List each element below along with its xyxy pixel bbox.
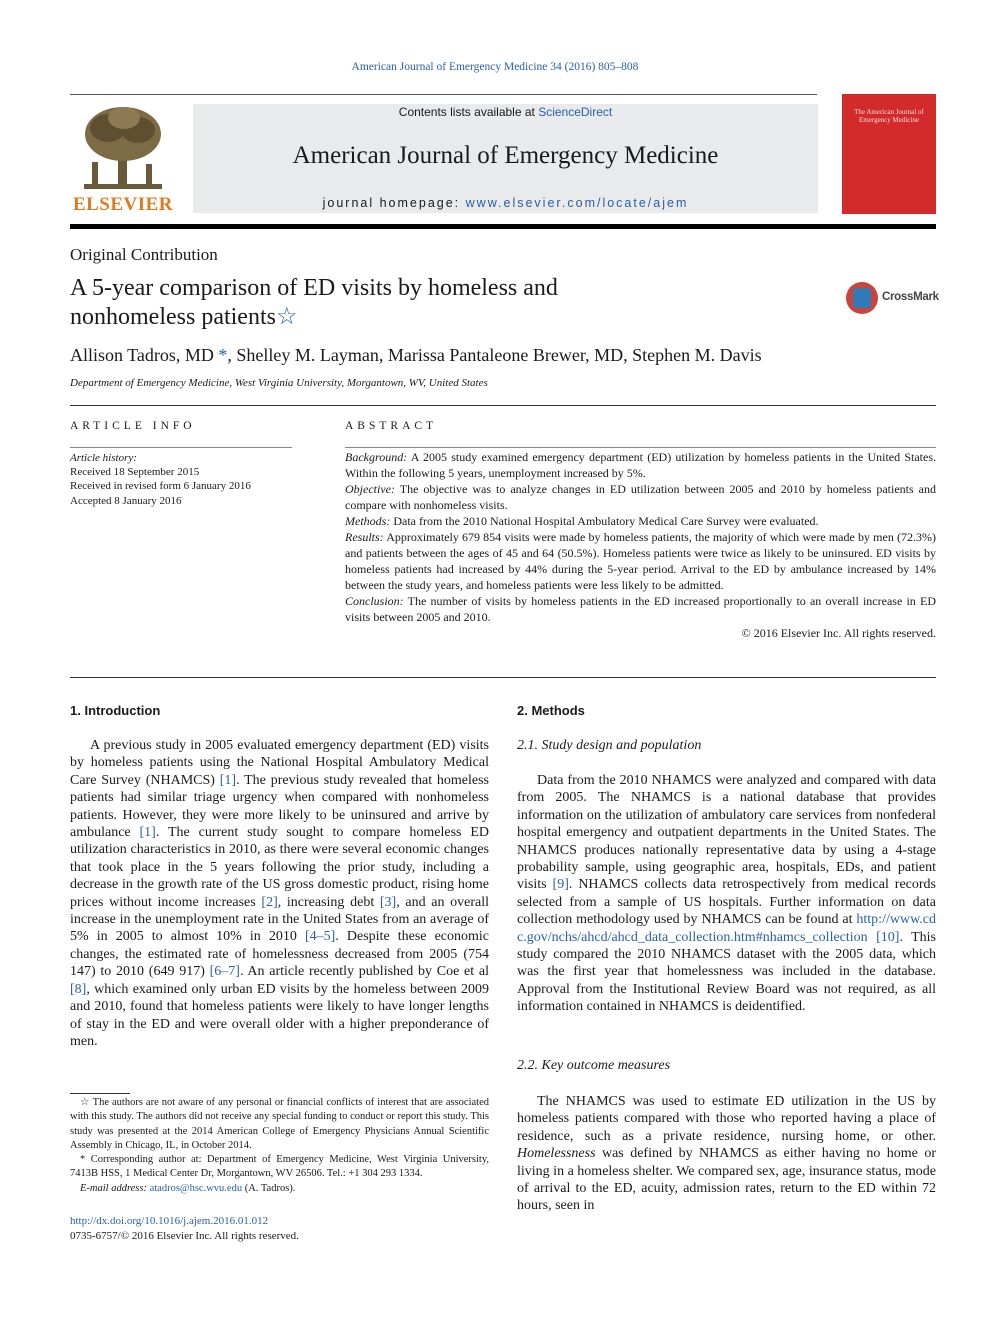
abstract-results: Results: Approximately 679 854 visits were made by homeless patients, the majority of which were made by men (72.3%) and patients between the ages of 45 and 64 (50.5%). Homeless patients were twice as likely to be uninsured. ED visits by homeless patients had increased by 44% during the 5-year period. Arrival to the ED by ambulance increased by 14% between the study years, and homeless patients were less likely to be admitted. xyxy=(345,530,936,592)
cover-title: The American Journal of Emergency Medicine xyxy=(854,108,924,124)
article-history xyxy=(70,451,292,508)
reference-link[interactable]: [4–5] xyxy=(304,929,336,945)
journal-name: American Journal of Emergency Medicine xyxy=(292,142,719,169)
contents-line xyxy=(193,105,818,119)
journal-homepage xyxy=(193,196,818,210)
introduction-paragraph: A previous study in 2005 evaluated emergency department (ED) visits by homeless patients using the National Hospital Ambulatory Medical Care Survey (NHAMCS) [1]. The previous study revealed that homeless patients had similar triage urgency when compared with nonhomeless patients. However, they were more likely to be uninsured and arrive by ambulance [1]. The current study sought to compare homeless ED utilization characteristics in 2010, as there were several economic changes that took place in the 5 years following the prior study, including a decrease in the growth rate of the US gross domestic product, rising home prices without income increases [2], increasing debt [3], and an overall increase in the unemployment rate in the United States from an average of 5% in 2005 to almost 10% in 2010 [4–5]. Despite these economic changes, the estimated rate of homelessness decreased from 2005 (754 147) to 2010 (649 917) [6–7]. An article recently published by Coe et al [8], which examined only urban ED visits by the homeless between 2009 and 2010, found that homeless patients were likely to have longer lengths of stay in the ED and were overall older with a higher preponderance of men. xyxy=(70,738,490,1049)
reference-link[interactable]: [10] xyxy=(876,929,900,945)
reference-link[interactable]: [6–7] xyxy=(209,964,240,980)
abstract-heading: ABSTRACT xyxy=(345,420,438,432)
article-type: Original Contribution xyxy=(70,245,218,264)
corresponding-author-footnote: * Corresponding author at: Department of Emergency Medicine, West Virginia University, 7413B HSS, 1 Medical Center Dr, Morgantown, WV 26506. Tel.: +1 304 293 1334. xyxy=(70,1154,490,1180)
tree-logo-icon xyxy=(70,104,176,192)
reference-link[interactable]: [8] xyxy=(70,981,87,997)
title-footnote-link[interactable]: ☆ xyxy=(275,304,298,330)
abstract-conclusion: Conclusion: The number of visits by homeless patients in the ED increased proportionally to an overall increase in ED visits between 2005 and 2010. xyxy=(345,594,936,624)
article-title xyxy=(70,274,630,332)
author-name[interactable]: Shelley M. Layman xyxy=(236,345,379,365)
abstract-background: Background: A 2005 study examined emergency department (ED) utilization by homeless patients in the United States. Within the following 5 years, unemployment increased by 5%. xyxy=(345,450,937,480)
contents-prefix: Contents lists available at xyxy=(398,105,539,119)
key-outcomes-heading: 2.2. Key outcome measures xyxy=(517,1058,671,1073)
author-name[interactable]: Stephen M. Davis xyxy=(632,345,762,365)
email-footnote: E-mail address: atadros@hsc.wvu.edu (A. Tadros). xyxy=(80,1182,296,1194)
funding-footnote: ☆ The authors are not aware of any personal or financial conflicts of interest that are associated with this study. The authors did not receive any special funding to conduct or report this study. This study was presented at the 2014 American College of Emergency Physicians Annual Scientific Assembly in Chicago, IL, in October 2014. xyxy=(70,1097,489,1151)
study-design-paragraph: Data from the 2010 NHAMCS were analyzed and compared with data from 2005. The NHAMCS is a national database that provides information on the utilization of ambulatory care services from nonfederal hospital emergency and outpatient departments in the United States. The NHAMCS produces nationally representative data by using a 4-stage probability sample, using geographic area, hospitals, EDs, and patient visits [9]. NHAMCS collects data retrospectively from medical records selected from a sample of US hospitals. Further information on data collection methodology used by NHAMCS can be found at http://www.cdc.gov/nchs/ahcd/ahcd_data_collection.htm#nhamcs_collection [10]. This study compared the 2010 NHAMCS dataset with the 2005 data, which was the first year that homelessness was included in the database. Approval from the Institutional Review Board was not required, as all information contained in NHAMCS is deidentified. xyxy=(517,773,937,1015)
abstract-objective: Objective: The objective was to analyze changes in ED utilization between 2005 and 2010 by homeless patients and compare with nonhomeless visits. xyxy=(345,482,936,512)
crossmark-badge[interactable] xyxy=(846,282,939,316)
nhamcs-url-link[interactable]: http://www.cdc.gov/nchs/ahcd/ahcd_data_collection.htm#nhamcs_collection xyxy=(517,912,936,945)
reference-link[interactable]: [1] xyxy=(139,825,156,841)
crossmark-label: CrossMark xyxy=(882,291,939,303)
homepage-prefix: journal homepage: xyxy=(322,196,466,210)
abstract-copyright: © 2016 Elsevier Inc. All rights reserved. xyxy=(741,626,936,640)
journal-masthead xyxy=(193,104,818,213)
doi-link[interactable]: http://dx.doi.org/10.1016/j.ajem.2016.01.012 xyxy=(70,1215,269,1227)
elsevier-logo[interactable] xyxy=(70,104,176,216)
footnote-rule xyxy=(70,1093,130,1094)
introduction-heading: 1. Introduction xyxy=(70,703,161,718)
corresponding-author-link[interactable]: * xyxy=(218,345,228,365)
article-info-heading: ARTICLE INFO xyxy=(70,420,196,432)
section-divider xyxy=(70,677,936,678)
author-name[interactable]: Marissa Pantaleone Brewer, MD xyxy=(387,345,624,365)
abstract-body xyxy=(345,449,936,625)
revised-date: Received in revised form 6 January 2016 xyxy=(70,480,251,493)
footnotes xyxy=(70,1096,489,1196)
journal-cover-thumbnail[interactable] xyxy=(842,94,936,214)
reference-link[interactable]: [9] xyxy=(552,877,569,893)
received-date: Received 18 September 2015 xyxy=(70,466,200,479)
email-link[interactable]: atadros@hsc.wvu.edu xyxy=(149,1182,243,1194)
crossmark-icon xyxy=(846,282,878,314)
author-affiliation: Department of Emergency Medicine, West Virginia University, Morgantown, WV, United States xyxy=(70,377,488,389)
author-list: Allison Tadros, MD *, Shelley M. Layman, Marissa Pantaleone Brewer, MD, Stephen M. Davis xyxy=(70,345,762,365)
author-name[interactable]: Allison Tadros, MD xyxy=(70,345,214,365)
doi-block xyxy=(70,1214,299,1243)
section-divider xyxy=(70,405,936,406)
reference-link[interactable]: [2] xyxy=(261,894,278,910)
header-divider xyxy=(70,94,817,95)
abstract-rule xyxy=(345,447,936,448)
article-title-text: A 5-year comparison of ED visits by homeless and nonhomeless patients xyxy=(70,275,558,330)
history-label: Article history: xyxy=(70,452,137,464)
abstract-methods: Methods: Data from the 2010 National Hospital Ambulatory Medical Care Survey were evaluated. xyxy=(345,514,819,528)
journal-citation-link[interactable]: American Journal of Emergency Medicine 34 (2016) 805–808 xyxy=(351,61,639,73)
sciencedirect-link[interactable]: ScienceDirect xyxy=(538,105,613,119)
reference-link[interactable]: [3] xyxy=(379,894,397,910)
article-info-rule xyxy=(70,447,292,448)
key-outcomes-paragraph: The NHAMCS was used to estimate ED utilization in the US by homeless patients compared with those who reported having a place of residence, such as a private residence, nursing home, or other. Homelessness was defined by NHAMCS as either having no home or living in a homeless shelter. We compared sex, age, insurance status, mode of arrival to the ED, acuity, admission rates, return to the ED within 72 hours, seen in xyxy=(517,1094,936,1214)
issn-line: 0735-6757/© 2016 Elsevier Inc. All rights reserved. xyxy=(70,1229,299,1242)
elsevier-wordmark: ELSEVIER xyxy=(72,194,174,215)
homepage-link[interactable]: www.elsevier.com/locate/ajem xyxy=(465,196,689,210)
reference-link[interactable]: [1] xyxy=(219,772,237,788)
header-thick-rule xyxy=(70,224,936,229)
accepted-date: Accepted 8 January 2016 xyxy=(70,494,182,507)
study-design-heading: 2.1. Study design and population xyxy=(517,738,702,753)
methods-heading: 2. Methods xyxy=(517,703,585,718)
